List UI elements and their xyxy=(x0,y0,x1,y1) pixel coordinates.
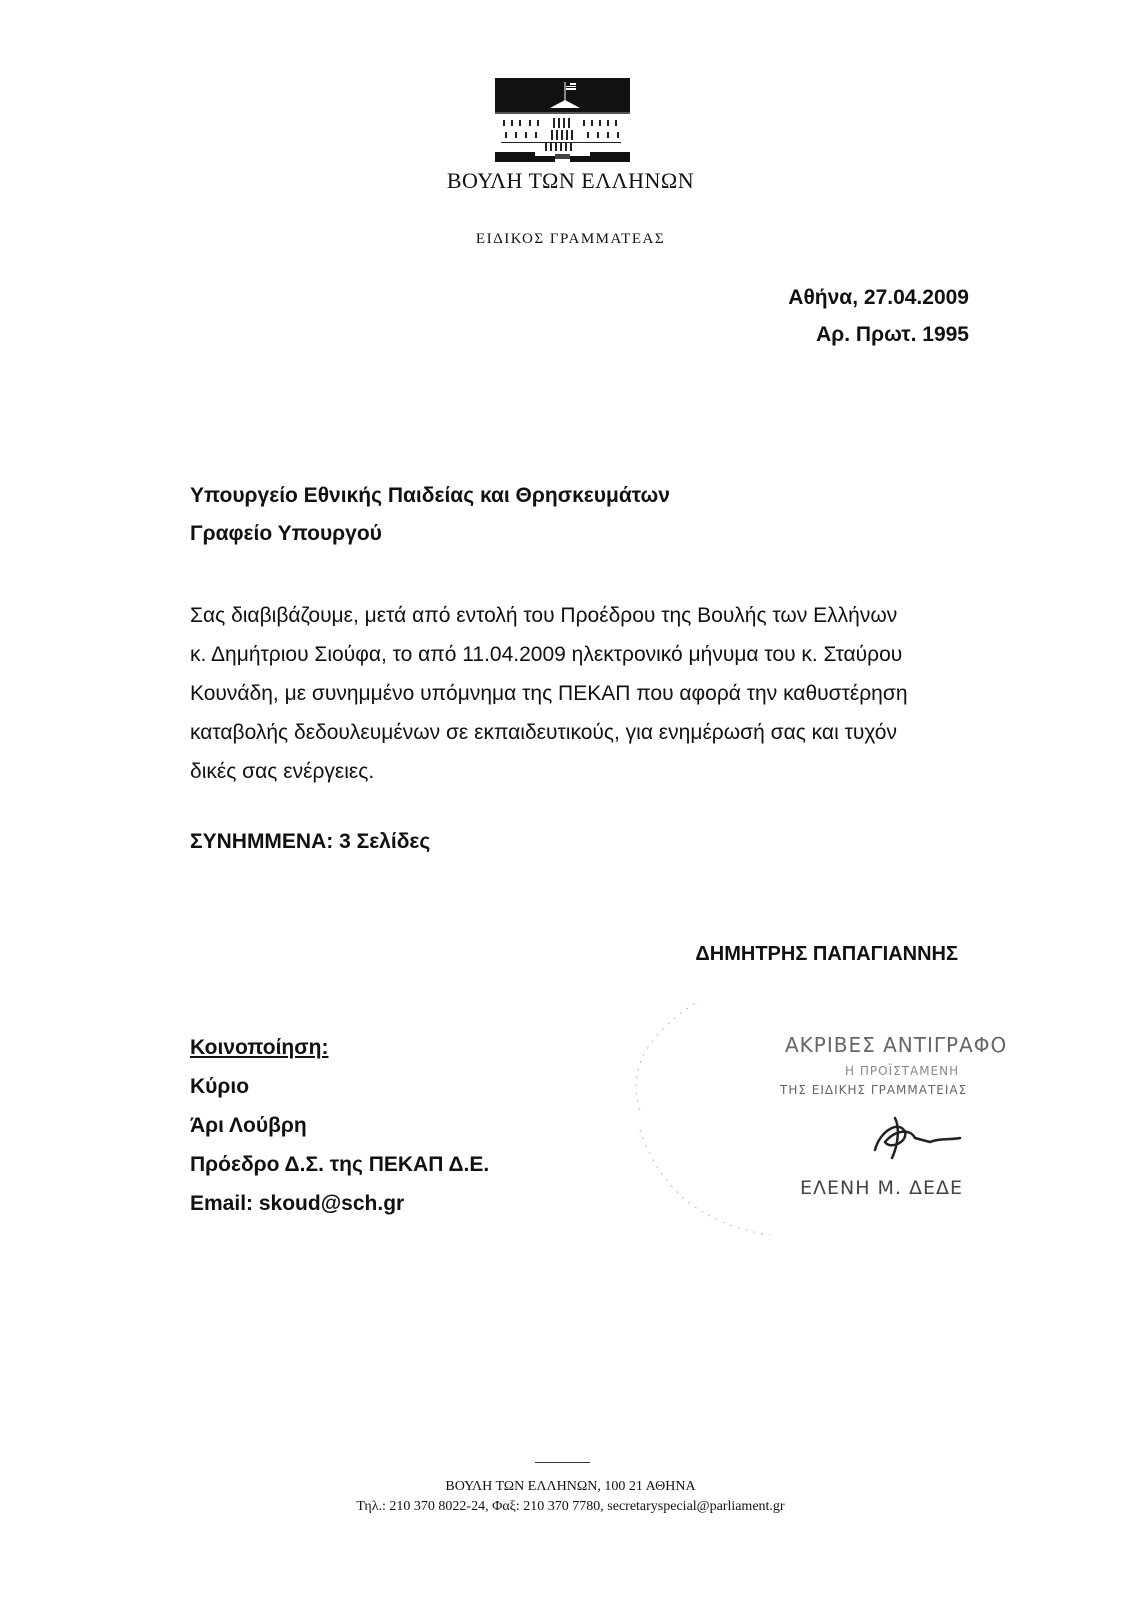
stamp-line-3: ΤΗΣ ΕΙΔΙΚΗΣ ΓΡΑΜΜΑΤΕΙΑΣ xyxy=(780,1083,968,1097)
cc-title: Κοινοποίηση: xyxy=(190,1036,329,1059)
body-line: καταβολής δεδουλευμένων σε εκπαιδευτικούς, για ενημέρωσή σας και τυχόν xyxy=(190,721,897,744)
office-title: ΕΙΔΙΚΟΣ ΓΡΑΜΜΑΤΕΑΣ xyxy=(475,231,666,247)
letter-body xyxy=(190,596,970,791)
protocol-number: Αρ. Πρωτ. 1995 xyxy=(816,323,969,346)
footer-contact: Τηλ.: 210 370 8022-24, Φαξ: 210 370 7780, secretaryspecial@parliament.gr xyxy=(356,1499,785,1514)
stamp-line-1: ΑΚΡΙΒΕΣ ΑΝΤΙΓΡΑΦΟ xyxy=(785,1033,1008,1057)
handwritten-signature xyxy=(875,1127,960,1150)
parliament-logo xyxy=(495,78,630,162)
footer-address: ΒΟΥΛΗ ΤΩΝ ΕΛΛΗΝΩΝ, 100 21 ΑΘΗΝΑ xyxy=(445,1479,696,1494)
footer-divider xyxy=(535,1462,590,1463)
certified-copy-stamp xyxy=(610,990,1030,1240)
body-line: Σας διαβιβάζουμε, μετά από εντολή του Προέδρου της Βουλής των Ελλήνων xyxy=(190,604,898,627)
document-date: Αθήνα, 27.04.2009 xyxy=(788,286,969,309)
stamp-line-2: Η ΠΡΟΪΣΤΑΜΕΝΗ xyxy=(845,1064,960,1078)
attachments-note: ΣΥΝΗΜΜΕΝΑ: 3 Σελίδες xyxy=(190,830,431,853)
cc-email: Email: skoud@sch.gr xyxy=(190,1192,405,1215)
stamp-name: ΕΛΕΝΗ Μ. ΔΕΔΕ xyxy=(800,1177,964,1199)
cc-line: Κύριο xyxy=(190,1075,250,1098)
body-line: Κουνάδη, με συνημμένο υπόμνημα της ΠΕΚΑΠ που αφορά την καθυστέρηση xyxy=(190,682,908,705)
cc-line: Άρι Λούβρη xyxy=(190,1114,307,1137)
recipient-office: Γραφείο Υπουργού xyxy=(190,522,382,545)
organization-name: ΒΟΥΛΗ ΤΩΝ ΕΛΛΗΝΩΝ xyxy=(446,168,695,193)
signatory-name: ΔΗΜΗΤΡΗΣ ΠΑΠΑΓΙΑΝΝΗΣ xyxy=(695,943,958,965)
recipient-ministry: Υπουργείο Εθνικής Παιδείας και Θρησκευμάτων xyxy=(190,484,670,507)
body-line: δικές σας ενέργειες. xyxy=(190,760,375,783)
cc-block xyxy=(190,1028,489,1223)
cc-line: Πρόεδρο Δ.Σ. της ΠΕΚΑΠ Δ.Ε. xyxy=(190,1153,490,1176)
body-line: κ. Δημήτριου Σιούφα, το από 11.04.2009 ηλεκτρονικό μήνυμα του κ. Σταύρου xyxy=(190,643,903,666)
